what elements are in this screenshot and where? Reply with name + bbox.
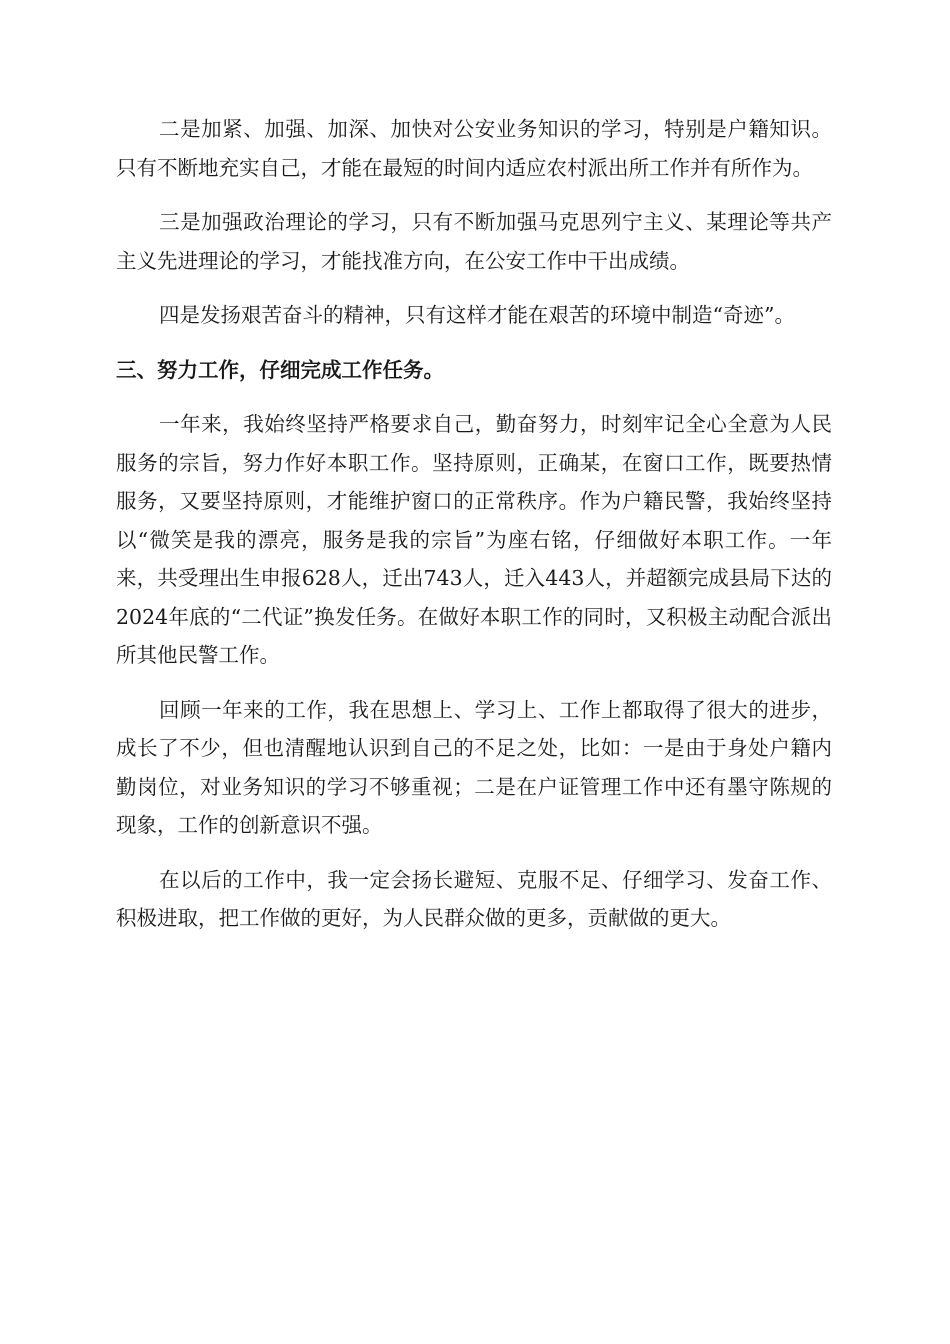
paragraph-review: 回顾一年来的工作，我在思想上、学习上、工作上都取得了很大的进步，成长了不少，但也清醒地认识到自己的不足之处，比如：一是由于身处户籍内勤岗位，对业务知识的学习不够重视；二是在户证管理工作中还有墨守陈规的现象，工作的创新意识不强。 [116,697,832,837]
document-body [116,110,832,954]
paragraph-work-summary: 一年来，我始终坚持严格要求自己，勤奋努力，时刻牢记全心全意为人民服务的宗旨，努力作好本职工作。坚持原则，正确某，在窗口工作，既要热情服务，又要坚持原则，才能维护窗口的正常秩序。作为户籍民警，我始终坚持以“微笑是我的漂亮，服务是我的宗旨”为座右铭，仔细做好本职工作。一年来，共受理出生申报628人，迁出743人，迁入443人，并超额完成县局下达的2024年底的“二代证”换发任务。在做好本职工作的同时，又积极主动配合派出所其他民警工作。 [116,412,832,667]
section-heading: 三、努力工作，仔细完成工作任务。 [116,357,444,382]
paragraph-hard-work-spirit: 四是发扬艰苦奋斗的精神，只有这样才能在艰苦的环境中制造“奇迹”。 [159,303,796,327]
paragraph-study-theory: 三是加强政治理论的学习，只有不断加强马克思列宁主义、某理论等共产主义先进理论的学习，才能找准方向，在公安工作中干出成绩。 [116,210,832,273]
paragraph-study-business: 二是加紧、加强、加深、加快对公安业务知识的学习，特别是户籍知识。只有不断地充实自己，才能在最短的时间内适应农村派出所工作并有所作为。 [116,117,832,180]
paragraph-future: 在以后的工作中，我一定会扬长避短、克服不足、仔细学习、发奋工作、积极进取，把工作做的更好，为人民群众做的更多，贡献做的更大。 [116,867,832,930]
